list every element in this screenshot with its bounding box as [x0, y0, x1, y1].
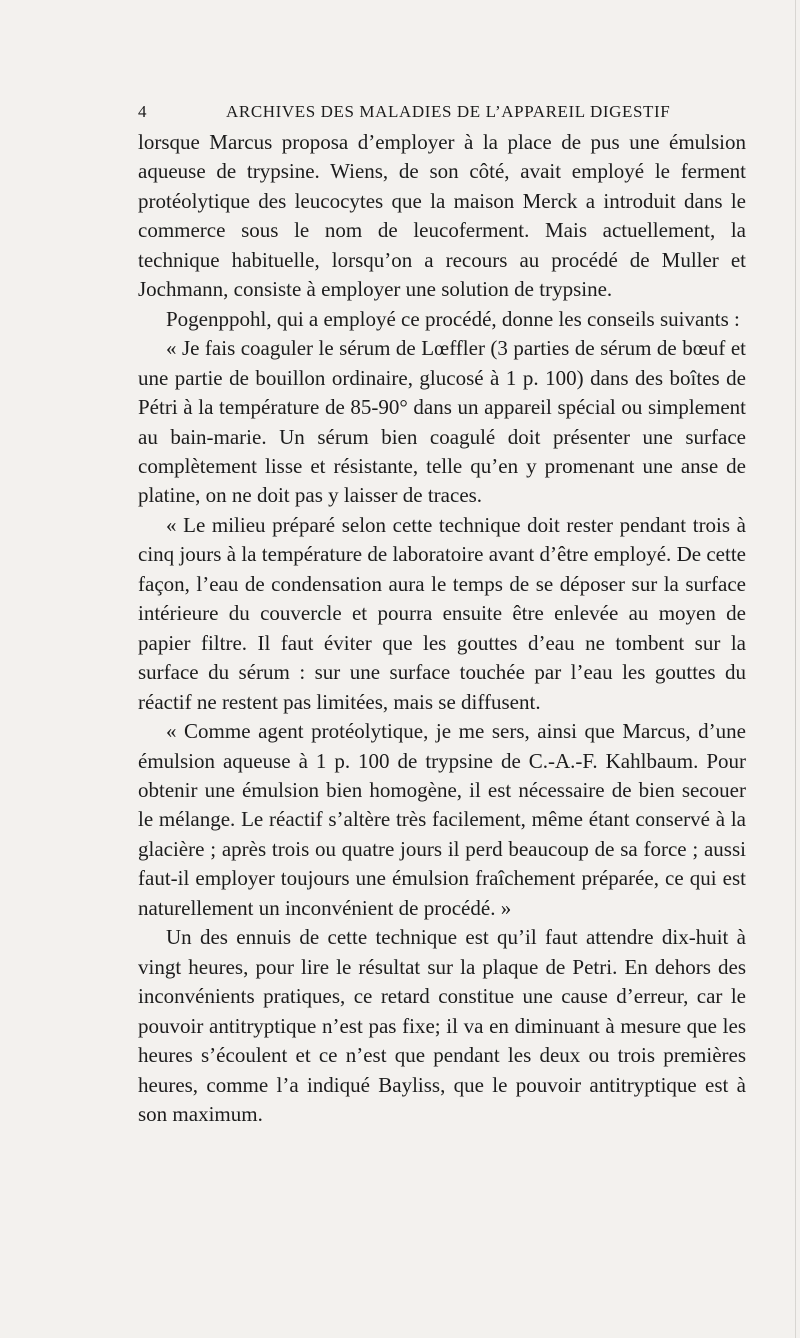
paragraph-6: Un des ennuis de cette technique est qu’il faut attendre dix-huit à vingt heures, pour lire le résultat sur la plaque de Petri. En dehors des inconvénients pratiques, ce retard constitue une cause d’erreur, car le pouvoir antitryptique n’est pas fixe; il va en diminuant à mesure que les heures s’écoulent et ce n’est que pendant les deux ou trois premières heures, comme l’a indiqué Bayliss, que le pouvoir antitryptique est à son maximum. [138, 925, 746, 1126]
page-edge-line [795, 0, 796, 1338]
paragraph-5-quote: « Comme agent protéolytique, je me sers, ainsi que Marcus, d’une émulsion aqueuse à 1 p. 100 de trypsine de C.-A.-F. Kahlbaum. Pour obtenir une émulsion bien homogène, il est nécessaire de bien secouer le mélange. Le réactif s’altère très facilement, même étant conservé à la glacière ; après trois ou quatre jours il perd beaucoup de sa force ; aussi faut-il employer toujours une émulsion fraîchement préparée, ce qui est naturellement un inconvénient de procédé. » [138, 719, 746, 920]
page-number: 4 [138, 102, 148, 121]
paragraph-4-quote: « Le milieu préparé selon cette technique doit rester pendant trois à cinq jours à la température de laboratoire avant d’être employé. De cette façon, l’eau de condensation aura le temps de se déposer sur la surface intérieure du couvercle et pourra ensuite être enlevée au moyen de papier filtre. Il faut éviter que les gouttes d’eau ne tombent sur la surface du sérum : sur une surface touchée par l’eau les gouttes du réactif ne restent pas limitées, mais se diffusent. [138, 512, 746, 714]
running-header [138, 100, 748, 130]
paragraph-3-quote: « Je fais coaguler le sérum de Lœffler (3 parties de sérum de bœuf et une partie de bouillon ordinaire, glucosé à 1 p. 100) dans des boîtes de Pétri à la température de 85-90° dans un appareil spécial ou simplement au bain-marie. Un sérum bien coagulé doit présenter une surface complètement lisse et résistante, telle qu’en y promenant une anse de platine, on ne doit pas y laisser de traces. [138, 336, 746, 508]
paragraph-2: Pogenppohl, qui a employé ce procédé, donne les conseils suivants : [166, 306, 740, 331]
running-title: ARCHIVES DES MALADIES DE L’APPAREIL DIGESTIF [226, 102, 671, 121]
body-text [138, 128, 746, 1129]
paragraph-1: lorsque Marcus proposa d’employer à la place de pus une émulsion aqueuse de trypsine. Wiens, de son côté, avait employé le ferment protéolytique des leucocytes que la maison Merck a introduit dans le commerce sous le nom de leucoferment. Mais actuellement, la technique habituelle, lorsqu’on a recours au procédé de Muller et Jochmann, consiste à employer une solution de trypsine. [138, 130, 746, 302]
